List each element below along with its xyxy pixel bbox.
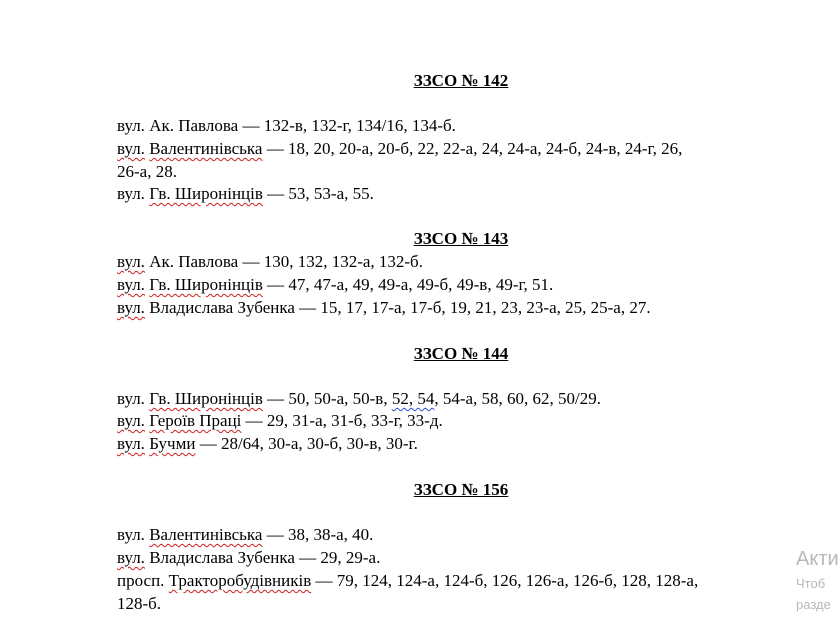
house-numbers-flagged: 52, 54 [391, 389, 435, 408]
address-line [117, 116, 456, 136]
address-line [117, 389, 601, 409]
street-name: Валентинівська [149, 525, 263, 544]
section-heading-156: ЗЗСО № 156 [413, 480, 509, 499]
street-name: Гв. Широнінців [149, 275, 263, 294]
street-prefix: вул. [117, 184, 145, 203]
address-line [117, 184, 374, 204]
house-numbers: — 15, 17, 17-а, 17-б, 19, 21, 23, 23-а, 25, 25-а, 27. [294, 298, 651, 317]
street-prefix: вул. [117, 139, 145, 158]
street-name: Гв. Широнінців [149, 184, 263, 203]
section-heading-144: ЗЗСО № 144 [413, 344, 509, 363]
street-name: Героїв Праці [149, 411, 242, 430]
street-name: Ак. Павлова [149, 252, 239, 271]
address-line-continued [117, 162, 177, 182]
street-prefix: вул. [117, 411, 145, 430]
activation-watermark-text: Чтоб [796, 576, 826, 591]
address-line [117, 139, 682, 159]
address-line [117, 275, 553, 295]
street-prefix: вул. [117, 548, 145, 567]
address-line [117, 548, 380, 568]
street-name: Бучми [149, 434, 196, 453]
house-numbers: — 79, 124, 124-а, 124-б, 126, 126-а, 126-б, 128, 128-а, [311, 571, 699, 590]
address-line [117, 298, 651, 318]
street-prefix: вул. [117, 298, 145, 317]
street-name: Тракторобудівників [168, 571, 312, 590]
house-numbers: 128-б. [117, 594, 162, 613]
street-name: Гв. Широнінців [149, 389, 263, 408]
address-line [117, 411, 443, 431]
house-numbers: — 47, 47-а, 49, 49-а, 49-б, 49-в, 49-г, 51. [262, 275, 554, 294]
street-name: Владислава Зубенка [149, 298, 295, 317]
house-numbers: — 38, 38-а, 40. [262, 525, 374, 544]
activation-watermark-title: Акти [796, 548, 839, 570]
street-prefix: вул. [117, 275, 145, 294]
house-numbers: — 130, 132, 132-а, 132-б. [238, 252, 423, 271]
street-prefix: вул. [117, 252, 145, 271]
house-numbers: — 29, 29-а. [294, 548, 381, 567]
house-numbers: — 29, 31-а, 31-б, 33-г, 33-д. [241, 411, 443, 430]
house-numbers: — 50, 50-а, 50-в, [262, 389, 392, 408]
house-numbers: — 132-в, 132-г, 134/16, 134-б. [238, 116, 456, 135]
house-numbers: — 53, 53-а, 55. [262, 184, 374, 203]
street-name: Валентинівська [149, 139, 263, 158]
street-prefix: вул. [117, 389, 145, 408]
street-name: Ак. Павлова [149, 116, 239, 135]
house-numbers: — 28/64, 30-а, 30-б, 30-в, 30-г. [195, 434, 418, 453]
street-prefix: вул. [117, 525, 145, 544]
activation-watermark-text: разде [796, 597, 831, 612]
house-numbers: , 54-а, 58, 60, 62, 50/29. [434, 389, 602, 408]
street-prefix: вул. [117, 116, 145, 135]
section-heading-143: ЗЗСО № 143 [413, 229, 509, 248]
section-heading-142: ЗЗСО № 142 [413, 71, 509, 90]
address-line-continued [117, 594, 161, 614]
address-line [117, 571, 698, 591]
address-line [117, 525, 373, 545]
house-numbers: 26-а, 28. [117, 162, 177, 181]
street-prefix: вул. [117, 434, 145, 453]
house-numbers: — 18, 20, 20-а, 20-б, 22, 22-а, 24, 24-а, 24-б, 24-в, 24-г, 26, [262, 139, 683, 158]
street-name: Владислава Зубенка [149, 548, 295, 567]
address-line [117, 252, 423, 272]
address-line [117, 434, 418, 454]
street-prefix: просп. [117, 571, 165, 590]
